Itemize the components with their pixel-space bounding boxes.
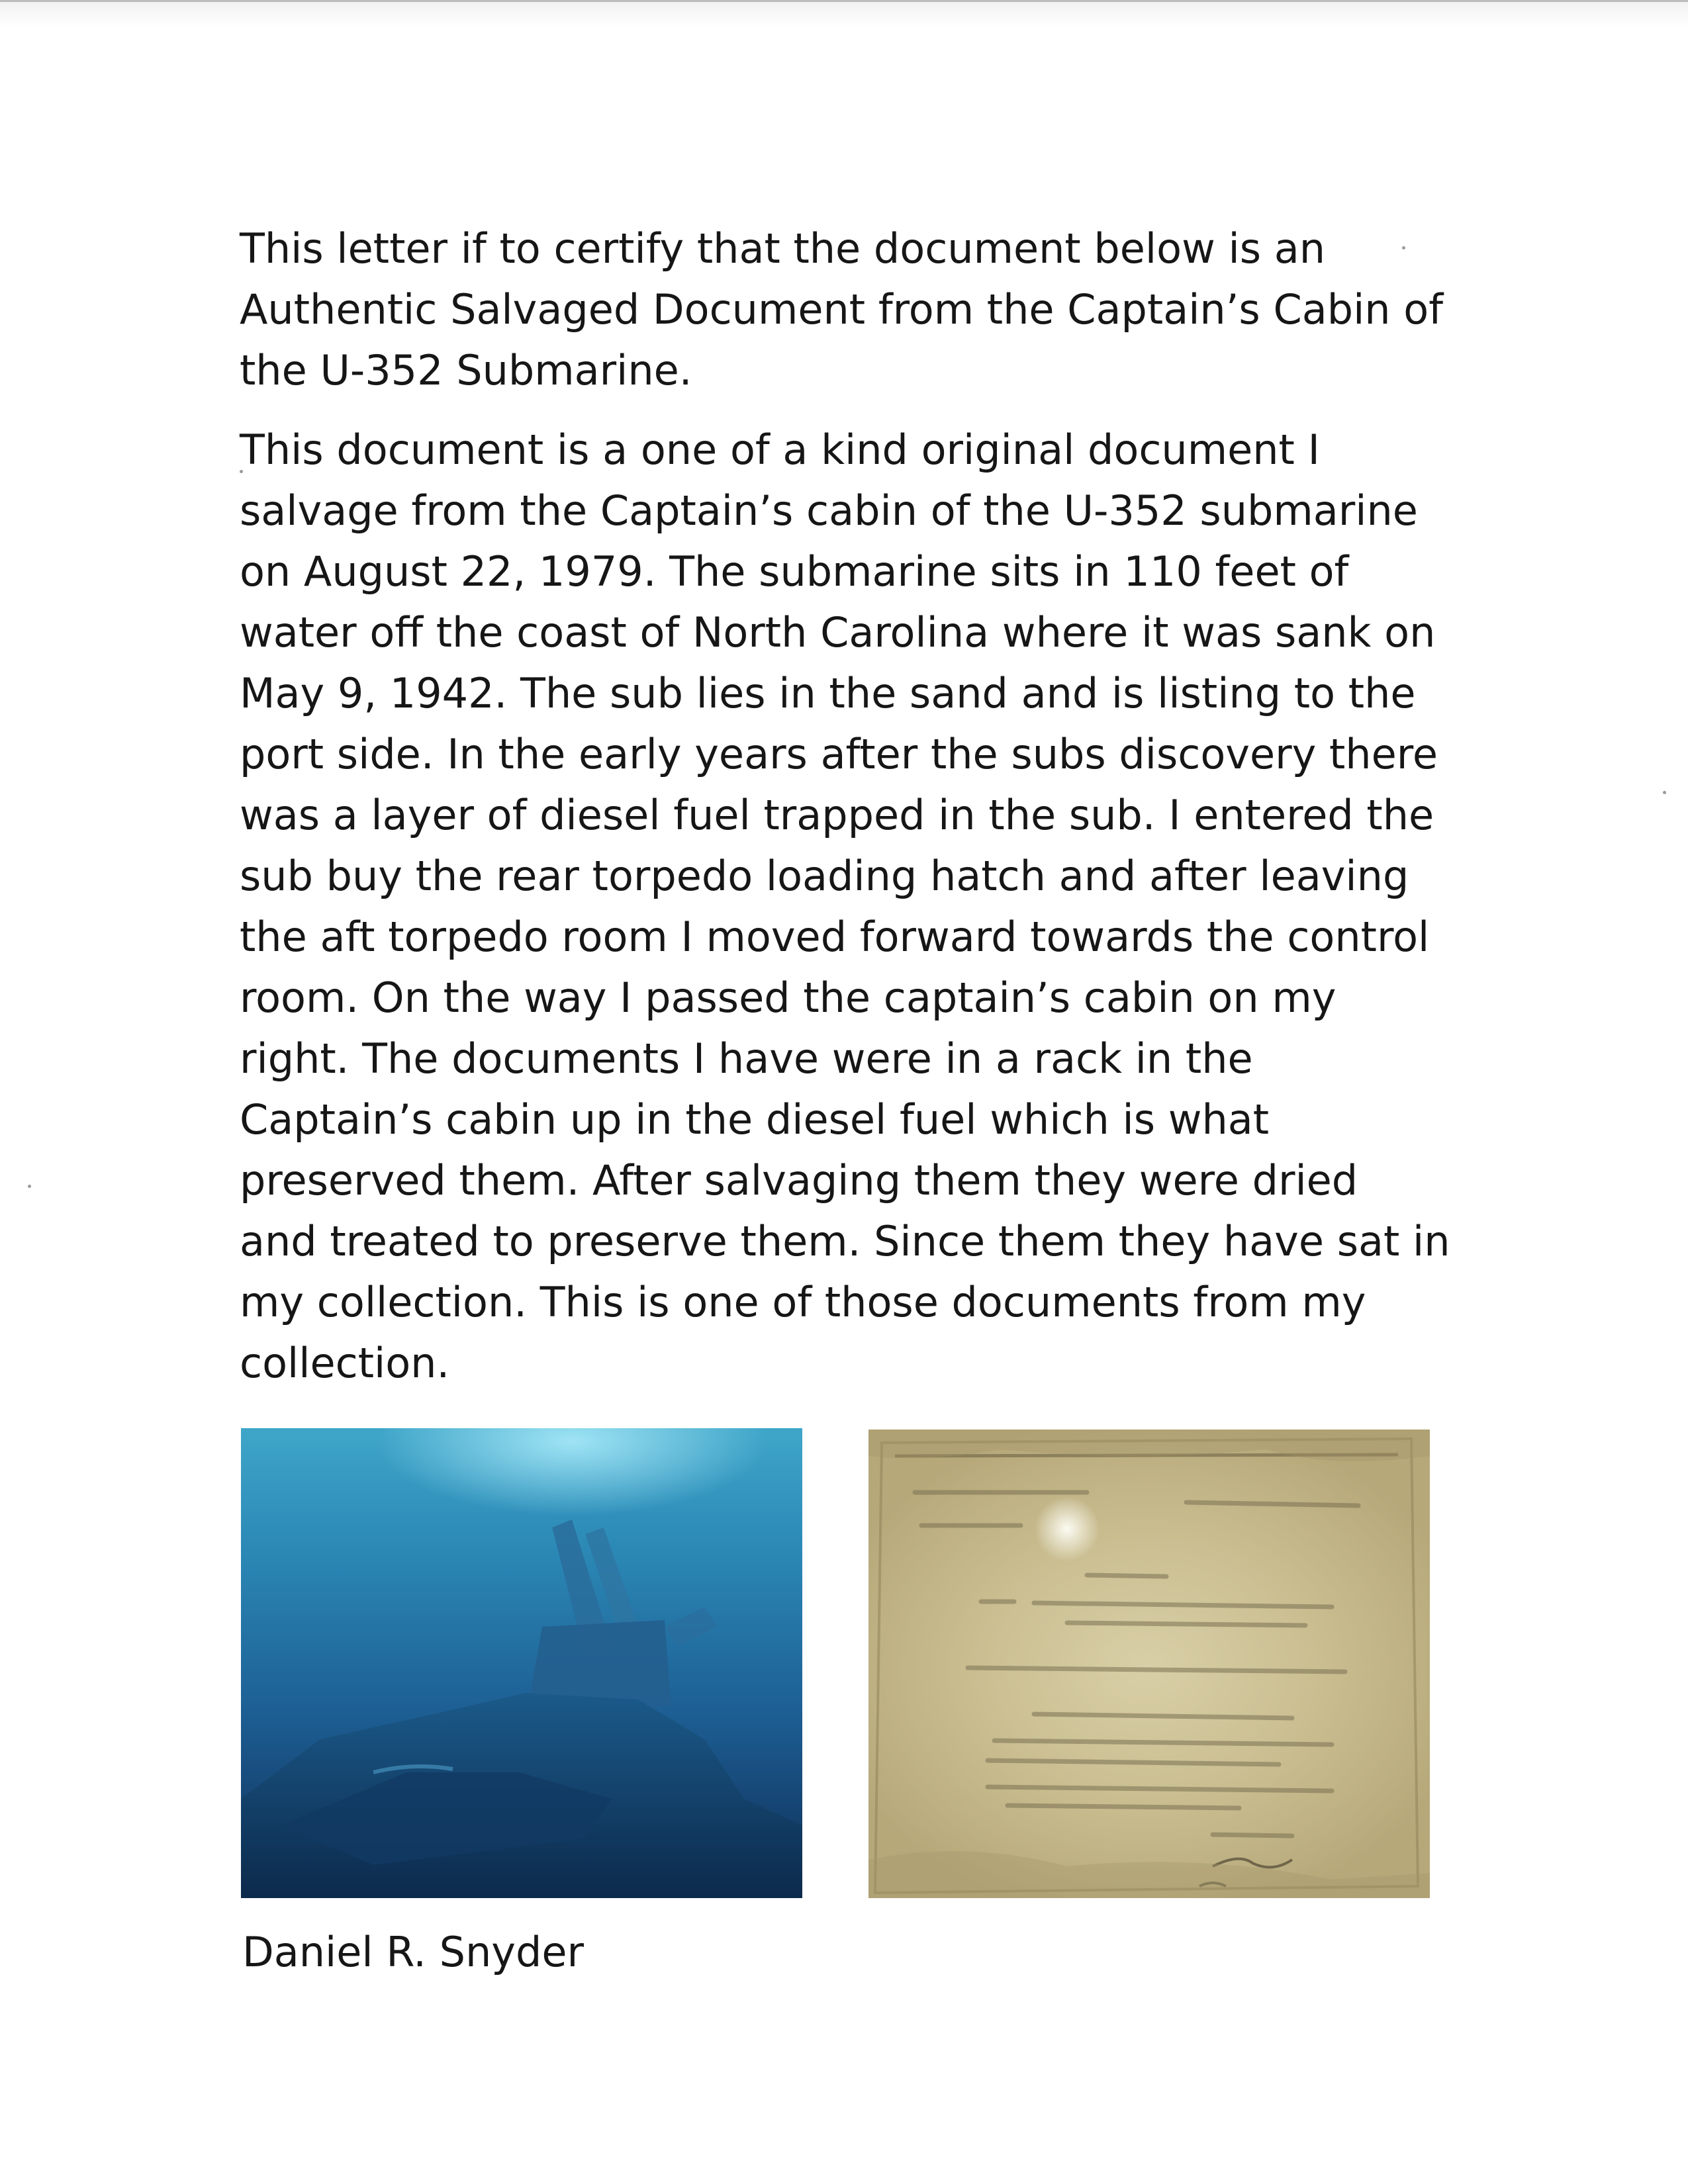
- text-line: the U-352 Submarine.: [240, 346, 692, 394]
- scan-top-edge: [0, 0, 1688, 27]
- text-line: preserved them. After salvaging them they were dried: [240, 1156, 1358, 1205]
- salvaged-document-illustration: [868, 1430, 1430, 1898]
- salvaged-document-photo: [868, 1430, 1430, 1898]
- scan-speck: [28, 1185, 31, 1188]
- text-line: sub buy the rear torpedo loading hatch and after leaving: [240, 852, 1409, 900]
- text-line: This letter if to certify that the document below is an: [240, 224, 1326, 273]
- submarine-wreck-illustration: [241, 1428, 802, 1898]
- text-line: Captain’s cabin up in the diesel fuel which is what: [240, 1095, 1270, 1144]
- text-line: on August 22, 1979. The submarine sits in 110 feet of: [240, 547, 1349, 596]
- text-line: my collection. This is one of those documents from my: [240, 1278, 1366, 1326]
- text-line: salvage from the Captain’s cabin of the U-352 submarine: [240, 486, 1418, 535]
- scan-edge-line: [0, 0, 1688, 2]
- submarine-wreck-photo: [241, 1428, 802, 1898]
- scan-speck: [1663, 791, 1666, 794]
- text-line: water off the coast of North Carolina where it was sank on: [240, 608, 1436, 657]
- text-line: the aft torpedo room I moved forward towards the control: [240, 913, 1430, 961]
- text-line: right. The documents I have were in a rack in the: [240, 1034, 1253, 1083]
- certification-paragraph: [240, 218, 1451, 401]
- text-line: May 9, 1942. The sub lies in the sand and is listing to the: [240, 669, 1416, 717]
- letter-body: [240, 218, 1451, 1394]
- text-line: room. On the way I passed the captain’s cabin on my: [240, 974, 1336, 1022]
- text-line: port side. In the early years after the subs discovery there: [240, 730, 1438, 778]
- text-line: This document is a one of a kind original document I: [240, 426, 1320, 474]
- text-line: Authentic Salvaged Document from the Captain’s Cabin of: [240, 285, 1444, 334]
- text-line: and treated to preserve them. Since them they have sat in: [240, 1217, 1450, 1265]
- signature-name: Daniel R. Snyder: [242, 1928, 584, 1976]
- salvage-story-paragraph: [240, 420, 1451, 1394]
- text-line: collection.: [240, 1339, 450, 1387]
- text-line: was a layer of diesel fuel trapped in the sub. I entered the: [240, 791, 1434, 839]
